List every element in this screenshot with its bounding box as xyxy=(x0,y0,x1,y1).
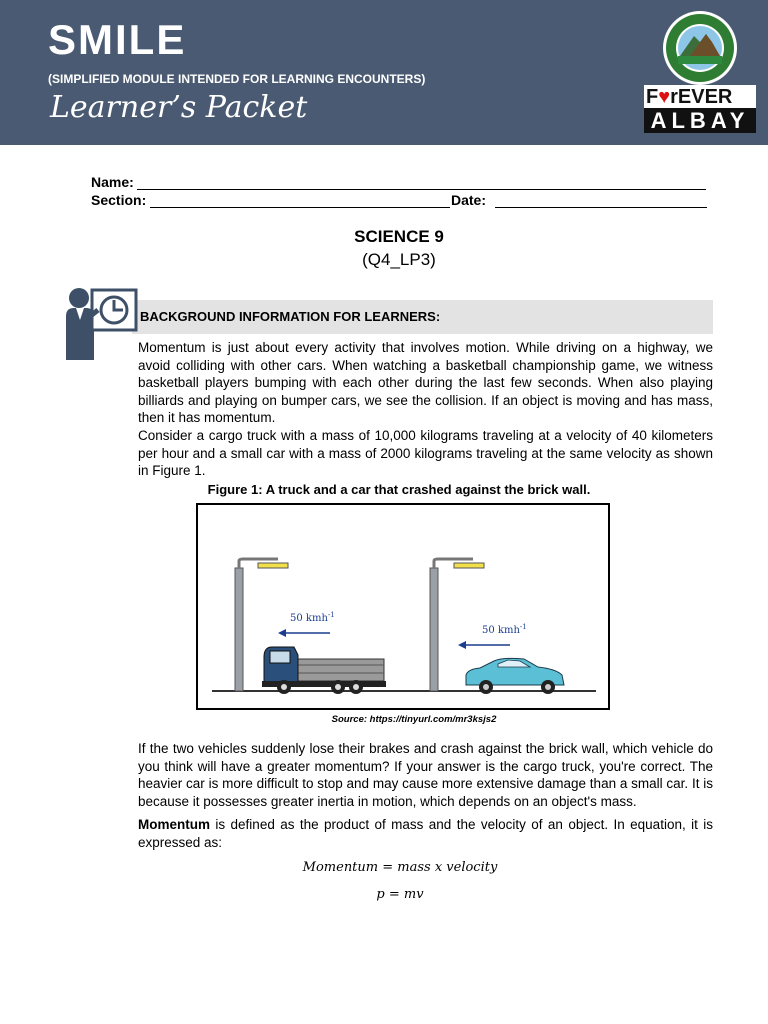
paragraph-2: Consider a cargo truck with a mass of 10,000 kilograms traveling at a velocity of 40 kilometers per hour and a small car with a mass of 2000 kilograms traveling at the same velocity as shown in Figure 1. xyxy=(138,428,713,479)
name-field-line[interactable] xyxy=(137,176,706,190)
section-heading: BACKGROUND INFORMATION FOR LEARNERS: xyxy=(140,309,441,324)
name-label: Name: xyxy=(91,174,134,190)
figure-1-illustration xyxy=(196,503,610,710)
momentum-term: Momentum xyxy=(138,817,210,832)
date-field-line[interactable] xyxy=(495,194,707,208)
date-label: Date: xyxy=(451,192,487,208)
deped-seal-icon xyxy=(662,10,738,86)
section-label: Section: xyxy=(91,192,147,208)
equation-momentum: Momentum = mass x velocity xyxy=(302,860,498,875)
subject-title: SCIENCE 9 xyxy=(354,227,444,246)
car-speed-label: 50 kmh$^{-1}$ xyxy=(482,623,527,636)
cargo-truck-icon xyxy=(262,647,386,694)
header-banner xyxy=(0,0,768,145)
figure-caption: Figure 1: A truck and a car that crashed against the brick wall. xyxy=(207,482,591,497)
truck-speed-label: 50 kmh$^{-1}$ xyxy=(290,611,335,624)
smile-title: SMILE xyxy=(48,16,187,63)
figure-source: Source: https://tinyurl.com/mr3ksjs2 xyxy=(331,714,497,725)
smile-subtitle: (SIMPLIFIED MODULE INTENDED FOR LEARNING ENCOUNTERS) xyxy=(48,72,426,86)
small-car-icon xyxy=(466,658,564,694)
section-field-line[interactable] xyxy=(150,194,450,208)
paragraph-3: If the two vehicles suddenly lose their brakes and crash against the brick wall, which vehicle do you think will have a greater momentum? If your answer is the cargo truck, you're correct. The heavier car is more difficult to stop and may cause more extensive damage than a small car. It is because it possesses greater inertia in motion, which depends on an object's mass. xyxy=(138,741,713,809)
equation-p-mv: p = mv xyxy=(376,887,424,902)
paragraph-4: Momentum is defined as the product of mass and the velocity of an object. In equation, it is expressed as: xyxy=(138,817,713,850)
paragraph-1: Momentum is just about every activity that involves motion. While driving on a highway, we avoid colliding with other cars. When watching a basketball championship game, we witness basketball players bumping with each other during the last few seconds. When also playing billiards and playing on bumper cars, we see the collision. If an object is moving and has mass, then it has momentum. xyxy=(138,340,713,426)
learners-packet-title: Learner’s Packet xyxy=(50,90,308,125)
heart-icon: ♥ xyxy=(658,86,671,108)
forever-albay-logo: F♥rEVER ALBAY xyxy=(644,85,756,133)
lesson-code: (Q4_LP3) xyxy=(362,250,436,269)
